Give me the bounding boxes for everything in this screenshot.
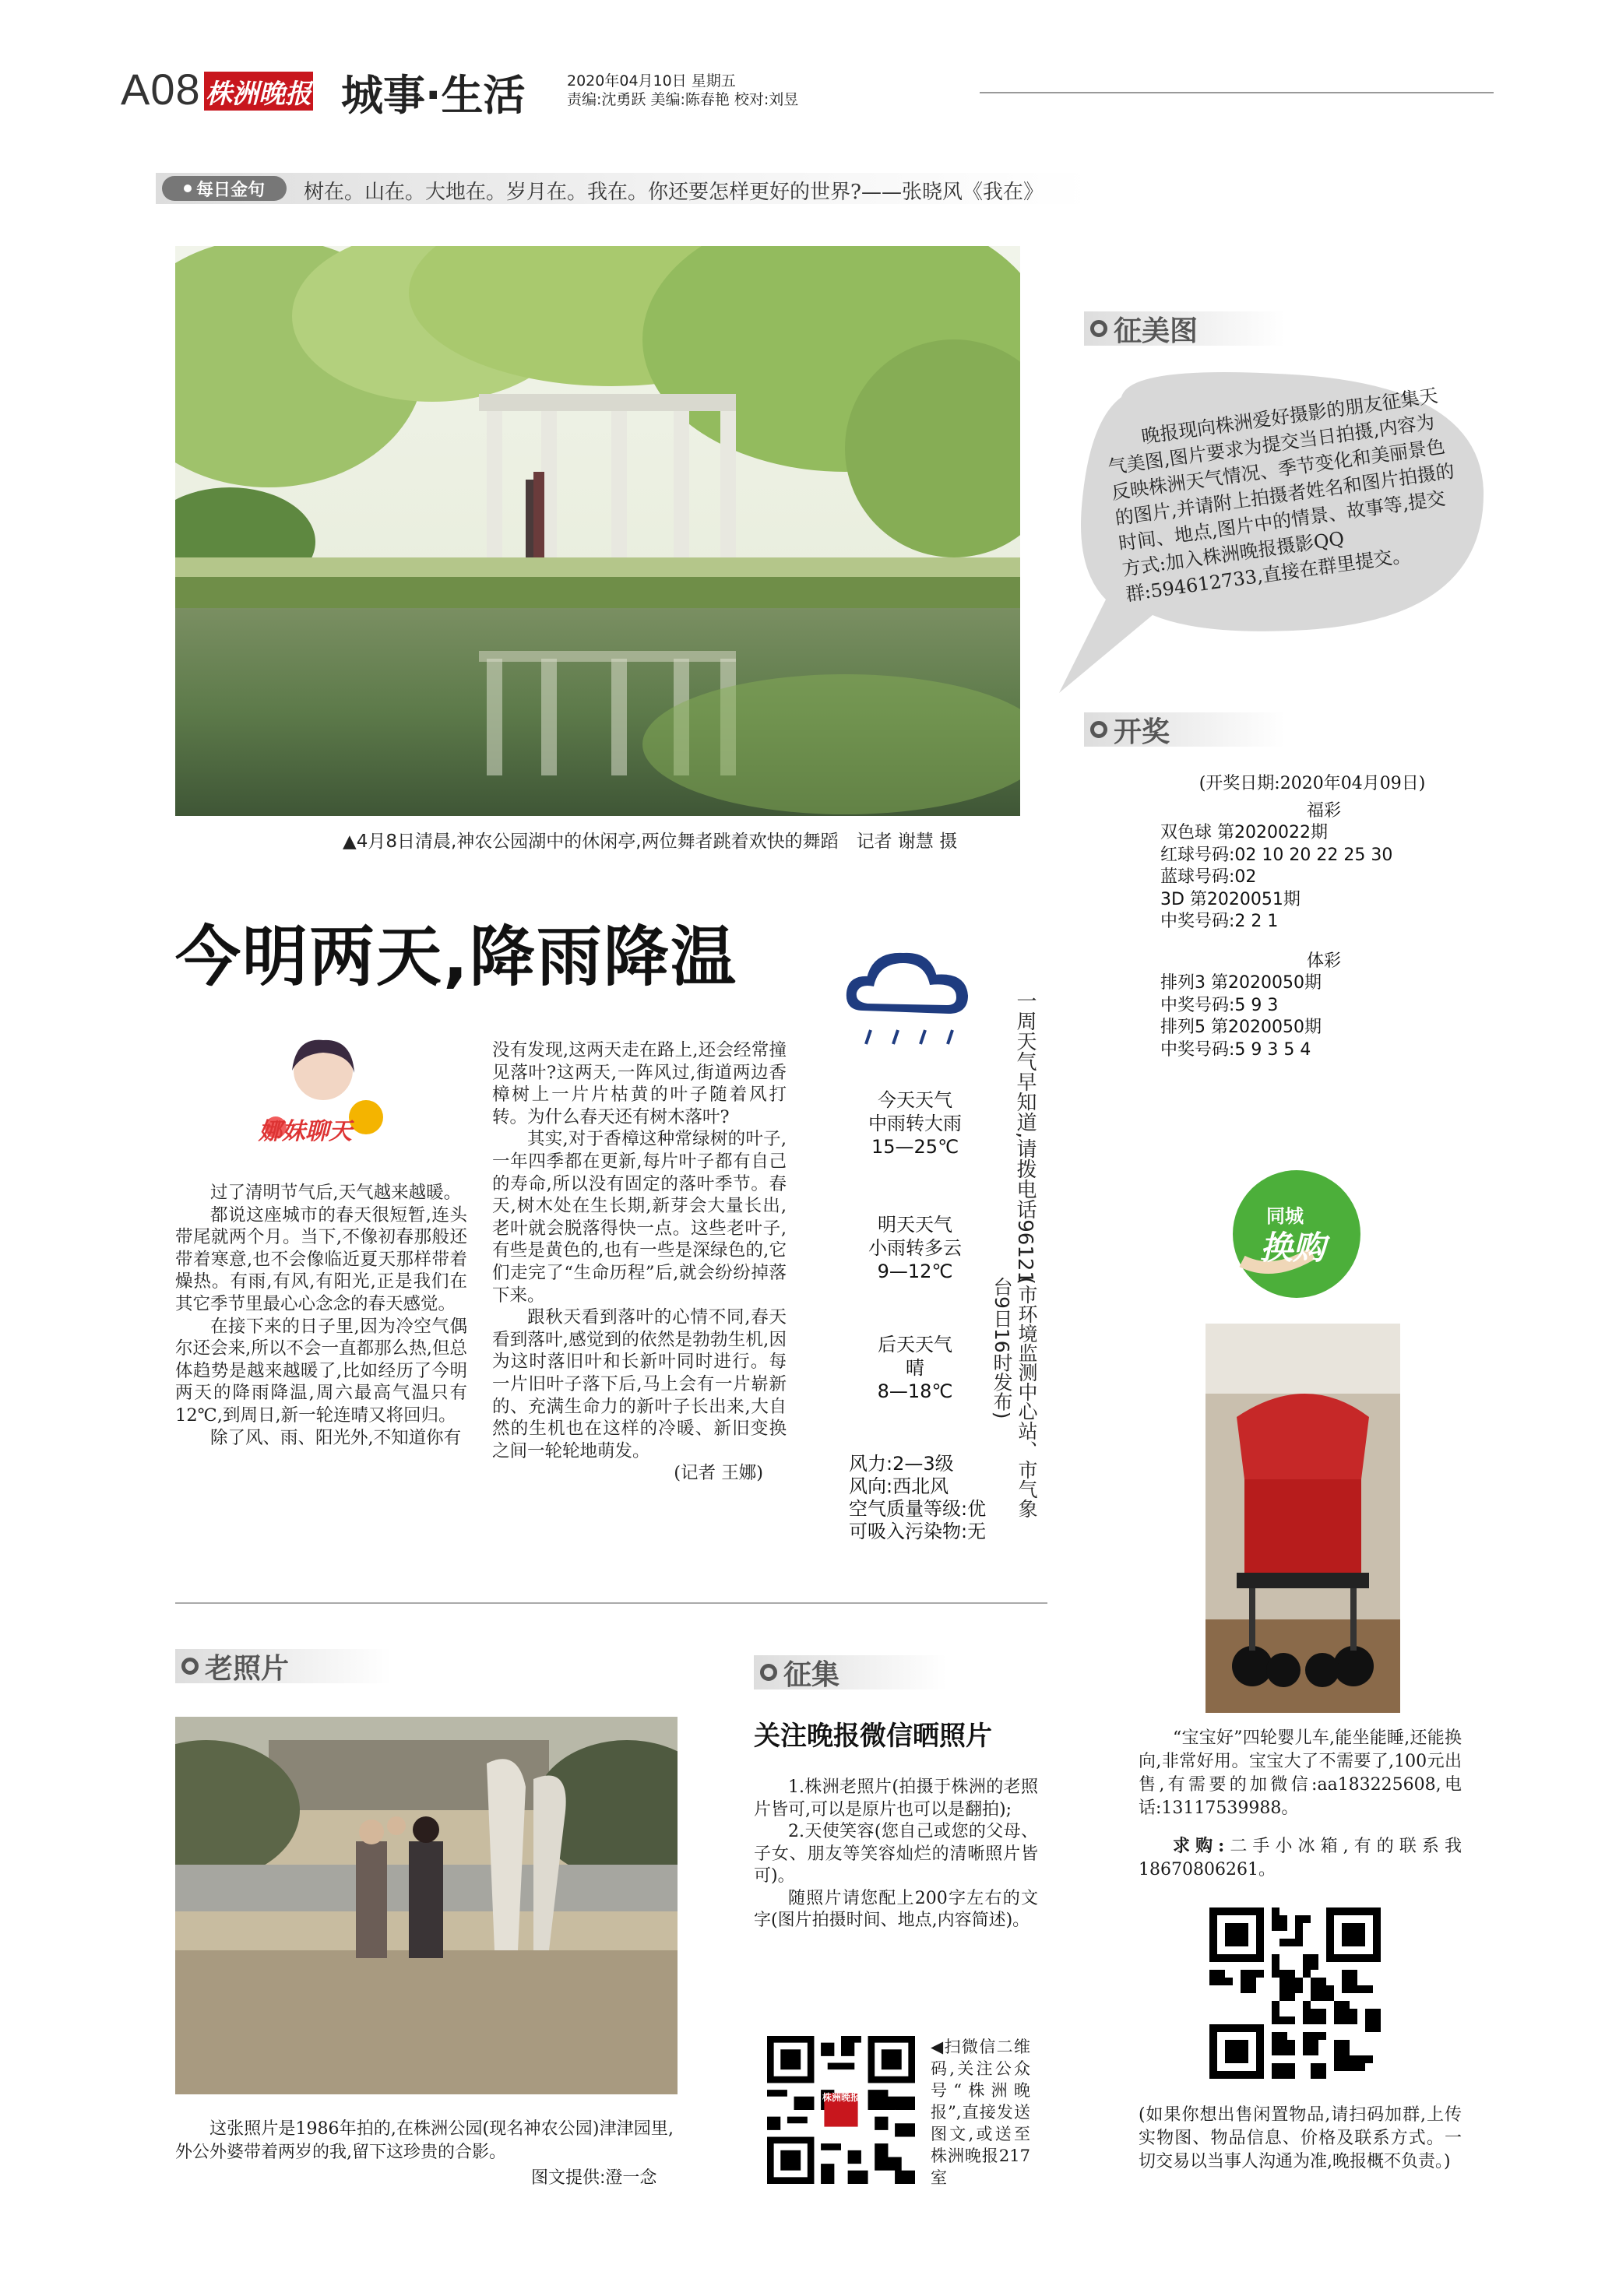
zhengmeitu-tab: [1084, 311, 1285, 346]
circle-bullet-icon: [1090, 320, 1107, 337]
page-number: A08: [121, 65, 201, 114]
weather-tomorrow-label: 明天天气: [878, 1214, 952, 1236]
swap-item-desc: “宝宝好”四轮婴儿车,能坐能睡,还能换向,非常好用。宝宝大了不需要了,100元出售,有需要的加微信:aa183225608,电话:13117539988。: [1139, 1728, 1462, 1818]
zhengji-subtitle: 关注晚报微信晒照片: [754, 1721, 992, 1752]
column-logo-text: 娜妹聊天: [259, 1118, 352, 1145]
oldphoto-tab: [175, 1649, 392, 1683]
zhengji-title: 征集: [783, 1658, 840, 1691]
lottery-fucai-label: 福彩: [1306, 800, 1341, 821]
lottery-blue: 蓝球号码:02: [1160, 867, 1257, 887]
header-rule: [980, 92, 1494, 93]
lottery-title: 开奖: [1114, 715, 1170, 748]
weather-source: (市环境监测中心站、市气象台9日16时发布): [991, 1277, 1038, 1518]
article-col-2: [492, 1039, 787, 1485]
paragraph: 在接下来的日子里,因为冷空气偶尔还会来,所以不会一直都那么热,但总体趋势是越来越暖了,比如经历了今明两天的降雨降温,周六最高气温只有12℃,到周日,新一轮连晴又将回归。: [175, 1316, 467, 1426]
zhengji-item: 1.株洲老照片(拍摄于株洲的老照片皆可,可以是原片也可以是翻拍);: [754, 1777, 1038, 1820]
dateline: [567, 72, 798, 109]
wind-force: 风力:2—3级: [849, 1453, 954, 1475]
lottery-p5: 排列5 第2020050期: [1160, 1018, 1322, 1037]
pollutant: 可吸入污染物:无: [849, 1521, 987, 1542]
weather-today: [841, 1088, 989, 1159]
weather-after-condition: 晴: [906, 1357, 924, 1379]
weather-today-condition: 中雨转大雨: [868, 1113, 962, 1134]
weather-today-temp: 15—25℃: [871, 1136, 959, 1158]
weather-after-label: 后天天气: [878, 1334, 952, 1355]
article-headline: 今明两天,降雨降温: [175, 919, 737, 995]
air-quality: 空气质量等级:优: [849, 1498, 987, 1520]
article-byline: (记者 王娜): [674, 1463, 763, 1484]
lottery-ticai-label: 体彩: [1306, 951, 1341, 971]
section-title: 城事·生活: [341, 71, 526, 120]
wechat-qr-code[interactable]: [767, 2036, 915, 2184]
weather-today-label: 今天天气: [878, 1089, 952, 1111]
zhengji-tab: [754, 1655, 947, 1689]
quote-badge: [162, 176, 287, 201]
rain-cloud-icon: [839, 938, 980, 1063]
circle-bullet-icon: [1090, 721, 1107, 738]
lottery-ssq: 双色球 第2020022期: [1160, 823, 1328, 842]
weather-details: [849, 1453, 986, 1543]
photo-caption: ▲4月8日清晨,神农公园湖中的休闲亭,两位舞者跳着欢快的舞蹈 记者 谢慧 摄: [343, 832, 958, 852]
weather-tomorrow-condition: 小雨转多云: [868, 1237, 962, 1259]
swap-wanted: [1139, 1834, 1462, 1882]
lottery-p3-win: 中奖号码:5 9 3: [1160, 995, 1279, 1015]
weather-hotline: 一周天气早知道,请拨电话96121: [1013, 990, 1037, 1284]
oldphoto-caption: 这张照片是1986年拍的,在株洲公园(现名神农公园)津津园里,外公外婆带着两岁的我,留下这珍贵的合影。: [175, 2119, 674, 2162]
swap-note: (如果你想出售闲置物品,请扫码加群,上传实物图、物品信息、价格及联系方式。一切交易以当事人沟通为准,晚报概不负责。): [1139, 2105, 1462, 2171]
swap-badge: [1227, 1168, 1367, 1300]
weather-after-temp: 8—18℃: [877, 1380, 953, 1402]
swap-wanted-text: 二手小冰箱,有的联系我18670806261。: [1139, 1837, 1462, 1879]
lottery-date: (开奖日期:2020年04月09日): [1198, 774, 1426, 793]
editor-credits: 责编:沈勇跃 美编:陈春艳 校对:刘昱: [567, 91, 799, 108]
column-logo: [249, 1035, 397, 1152]
section-divider: [175, 1602, 1047, 1604]
lottery-3d: 3D 第2020051期: [1160, 889, 1301, 909]
zhengji-item: 2.天使笑容(您自己或您的父母、子女、朋友等笑容灿烂的清晰照片皆可)。: [754, 1822, 1038, 1886]
issue-date: 2020年04月10日 星期五: [567, 72, 736, 90]
old-photo-image: [175, 1717, 678, 2094]
swap-badge-top: 同城: [1266, 1205, 1304, 1227]
zhengmeitu-title: 征美图: [1114, 314, 1198, 347]
paragraph: 跟秋天看到落叶的心情不同,春天看到落叶,感觉到的依然是勃勃生机,因为这时落旧叶和长新叶同时进行。每一片旧叶子落下后,马上会有一片崭新的、充满生命力的新叶子长出来,大自然的生机也在这样的冷暖、新旧变换之间一轮轮地萌发。: [492, 1307, 787, 1461]
quote-badge-label: 每日金句: [195, 180, 265, 200]
paragraph: 都说这座城市的春天很短暂,连头带尾就两个月。当下,不像初春那般还带着寒意,也不会像临近夏天那样带着燥热。有雨,有风,有阳光,正是我们在其它季节里最心心念念的春天感觉。: [175, 1204, 467, 1314]
pavilion-lake-image: [175, 246, 1020, 816]
lottery-red: 红球号码:02 10 20 22 25 30: [1160, 845, 1393, 865]
lottery-tab: [1084, 712, 1285, 747]
zhengji-item: 随照片请您配上200字左右的文字(图片拍摄时间、地点,内容简述)。: [754, 1888, 1038, 1930]
paragraph: 除了风、雨、阳光外,不知道你有: [210, 1427, 462, 1448]
swap-qr-code[interactable]: [1209, 1907, 1381, 2079]
swap-wanted-label: 求购:: [1173, 1836, 1225, 1856]
paragraph: 没有发现,这两天走在路上,还会经常撞见落叶?这两天,一阵风过,街道两边香樟树上一片片枯黄的叶子随着风打转。为什么春天还有树木落叶?: [492, 1040, 787, 1127]
park-pavilion-photo: [175, 246, 1020, 816]
paragraph: 过了清明节气后,天气越来越暖。: [210, 1183, 462, 1203]
lottery-3d-win: 中奖号码:2 2 1: [1160, 912, 1279, 931]
article-col-1: [175, 1182, 467, 1449]
lottery-p3: 排列3 第2020050期: [1160, 973, 1322, 993]
paragraph: 其实,对于香樟这种常绿树的叶子,一年四季都在更新,每片叶子都有自己的寿命,所以没有固定的落叶季节。春天,树木处在生长期,新芽会大量长出,老叶就会脱落得快一点。这些老叶子,有些是黄色的,也有一些是深绿色的,它们走完了“生命历程”后,就会纷纷掉落下来。: [492, 1129, 787, 1306]
weather-tomorrow-temp: 9—12℃: [877, 1261, 953, 1282]
newspaper-logo: 株洲晚报: [204, 72, 313, 111]
qr-code-icon: [1209, 1907, 1381, 2079]
lottery-p5-win: 中奖号码:5 9 3 5 4: [1160, 1039, 1311, 1060]
circle-bullet-icon: [181, 1658, 199, 1675]
oldphoto-title: 老照片: [205, 1651, 290, 1685]
lottery-results: [1160, 773, 1487, 1061]
circle-bullet-icon: [760, 1664, 777, 1681]
speech-bubble: [1059, 366, 1495, 693]
oldphoto-credit: 图文提供:澄一念: [531, 2168, 657, 2188]
qr-code-icon: [767, 2036, 915, 2184]
zhengji-qr-note: ◀扫微信二维码,关注公众号“株洲晚报”,直接发送图文,或送至株洲晚报217室: [931, 2038, 1030, 2187]
quote-text: 树在。山在。大地在。岁月在。我在。你还要怎样更好的世界?——张晓风《我在》: [304, 181, 1044, 204]
bullet-icon: [184, 185, 192, 192]
weather-tomorrow: [841, 1213, 989, 1283]
swap-badge-main: 换购: [1259, 1229, 1325, 1267]
weather-after-tomorrow: [841, 1333, 989, 1403]
stroller-photo: [1206, 1324, 1400, 1713]
wind-direction: 风向:西北风: [849, 1475, 949, 1497]
stroller-image: [1206, 1324, 1400, 1713]
qr-brand-badge: 株洲晚报: [822, 2092, 860, 2103]
zhengmeitu-text: 晚报现向株洲爱好摄影的朋友征集天气美图,图片要求为提交当日拍摄,内容为反映株洲天气情况、季节变化和美丽景色的图片,并请附上拍摄者姓名和图片拍摄的时间、地点,图片中的情景、故事等,提交方式:加入株洲晚报摄影QQ群:594612733,直接在群里提交。: [1106, 384, 1456, 606]
old-family-photo: [175, 1717, 678, 2094]
zhengji-items: [754, 1777, 1038, 1932]
